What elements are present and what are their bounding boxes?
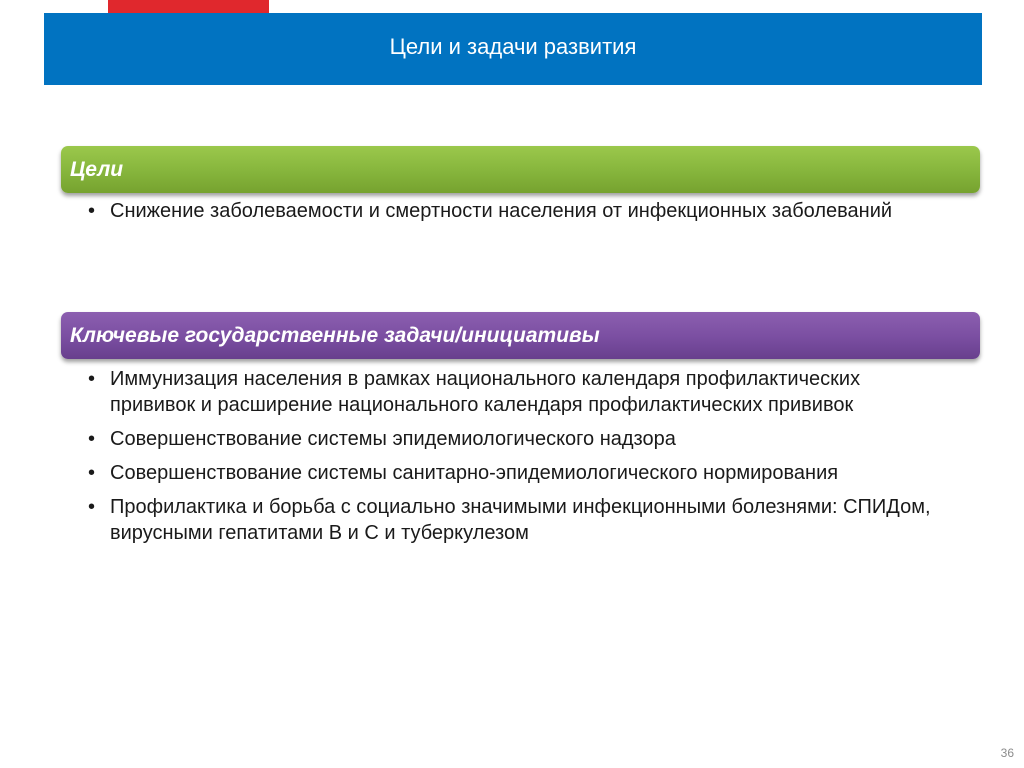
tasks-heading: Ключевые государственные задачи/инициативы bbox=[70, 323, 600, 347]
page-number: 36 bbox=[1000, 746, 1014, 760]
goals-section-bar bbox=[61, 146, 980, 193]
goals-heading: Цели bbox=[70, 157, 124, 181]
tasks-section-bar bbox=[61, 312, 980, 359]
tasks-item: • Совершенствование системы санитарно-эпидемиологического нормирования bbox=[88, 460, 938, 486]
slide-title: Цели и задачи развития bbox=[389, 34, 637, 59]
slide-header bbox=[44, 13, 982, 85]
top-accent-bar bbox=[108, 0, 269, 13]
tasks-list bbox=[88, 366, 938, 554]
tasks-item: • Профилактика и борьба с социально значимыми инфекционными болезнями: СПИДом, вирусными гепатитами В и С и туберкулезом bbox=[88, 494, 938, 546]
tasks-item: • Совершенствование системы эпидемиологического надзора bbox=[88, 426, 938, 452]
goals-list bbox=[88, 198, 938, 232]
goals-item: • Снижение заболеваемости и смертности населения от инфекционных заболеваний bbox=[88, 198, 938, 224]
tasks-item: • Иммунизация населения в рамках национального календаря профилактических прививок и расширение национального календаря профилактических прививок bbox=[88, 366, 938, 418]
